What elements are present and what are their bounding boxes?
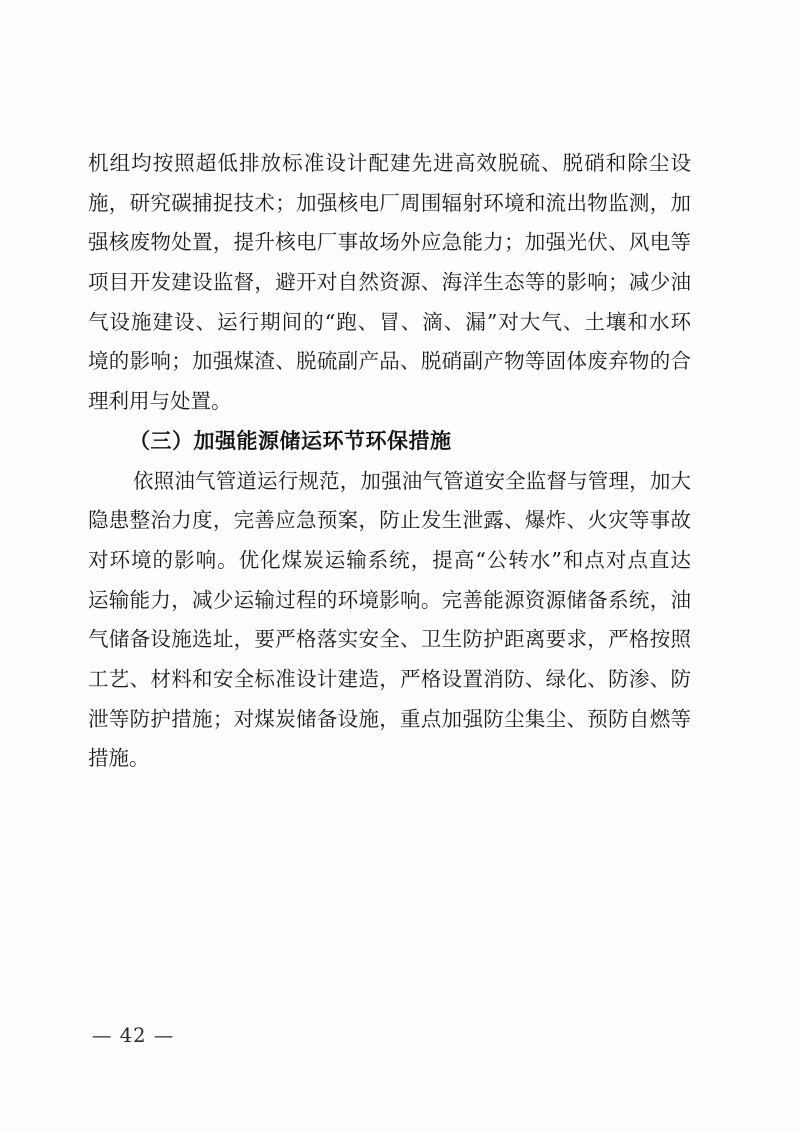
text-line: 运输能力，减少运输过程的环境影响。完善能源资源储备系统，油 <box>88 587 691 612</box>
text-line: 隐患整治力度，完善应急预案，防止发生泄露、爆炸、火灾等事故 <box>88 508 691 533</box>
text-line: 气设施建设、运行期间的“跑、冒、滴、漏”对大气、土壤和水环 <box>88 309 691 334</box>
section-heading: （三）加强能源储运环节环保措施 <box>129 428 452 453</box>
text-line: 境的影响；加强煤渣、脱硫副产品、脱硝副产物等固体废弃物的合 <box>88 349 691 374</box>
text-line: 机组均按照超低排放标准设计配建先进高效脱硫、脱硝和除尘设 <box>88 151 691 175</box>
text-line: 对环境的影响。优化煤炭运输系统，提高“公转水”和点对点直达 <box>88 547 691 572</box>
text-line: 理利用与处置。 <box>88 389 232 414</box>
paragraph-continuation <box>88 144 691 422</box>
text-line: 工艺、材料和安全标准设计建造，严格设置消防、绿化、防渗、防 <box>88 666 691 691</box>
text-line: 泄等防护措施；对煤炭储备设施，重点加强防尘集尘、预防自燃等 <box>88 706 691 731</box>
text-block <box>88 144 691 779</box>
page-number: — 42 — <box>92 1024 175 1047</box>
text-line: 项目开发建设监督，避开对自然资源、海洋生态等的影响；减少油 <box>88 270 691 295</box>
text-line: 依照油气管道运行规范，加强油气管道安全监督与管理，加大 <box>133 468 691 493</box>
paragraph-body <box>88 462 691 780</box>
text-line: 气储备设施选址，要严格落实安全、卫生防护距离要求，严格按照 <box>88 627 691 652</box>
text-line: 措施。 <box>88 746 150 771</box>
text-line: 强核废物处置，提升核电厂事故场外应急能力；加强光伏、风电等 <box>88 230 691 255</box>
text-line: 施，研究碳捕捉技术；加强核电厂周围辐射环境和流出物监测，加 <box>88 190 691 215</box>
